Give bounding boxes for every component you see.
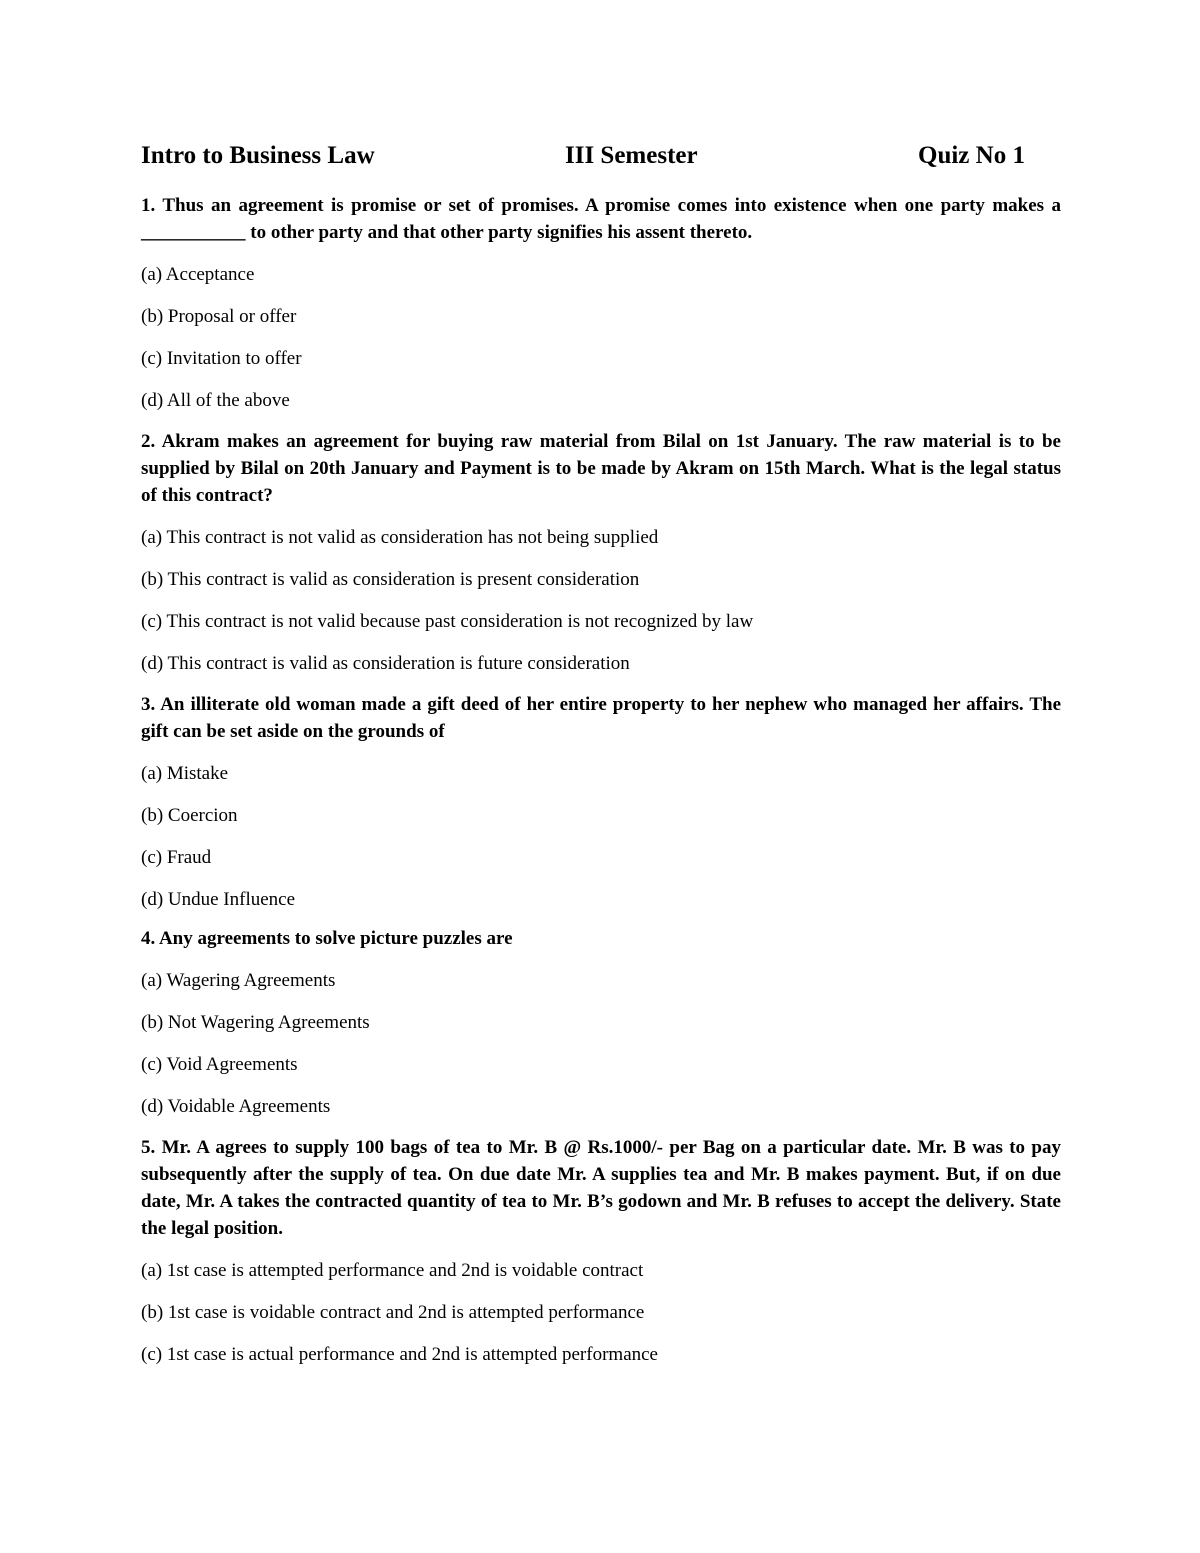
option-d: (d) This contract is valid as consideration is future consideration bbox=[141, 653, 630, 674]
question-2 bbox=[141, 428, 1061, 677]
option-b: (b) Coercion bbox=[141, 805, 238, 826]
option-d: (d) Undue Influence bbox=[141, 889, 296, 910]
question-text: 3. An illiterate old woman made a gift deed of her entire property to her nephew who managed her affairs. The gift can be set aside on the grounds of bbox=[141, 694, 1061, 742]
option-b: (b) Not Wagering Agreements bbox=[141, 1012, 370, 1033]
option-d: (d) Voidable Agreements bbox=[141, 1096, 331, 1117]
quiz-number: Quiz No 1 bbox=[918, 142, 1025, 169]
question-text: 1. Thus an agreement is promise or set of promises. A promise comes into existence when one party makes a ___________ to other party and that other party signifies his assent thereto. bbox=[141, 195, 1061, 243]
question-5 bbox=[141, 1134, 1061, 1368]
quiz-header bbox=[141, 140, 1061, 176]
option-c: (c) This contract is not valid because past consideration is not recognized by law bbox=[141, 611, 754, 632]
question-text: 4. Any agreements to solve picture puzzles are bbox=[141, 928, 513, 949]
option-a: (a) 1st case is attempted performance and 2nd is voidable contract bbox=[141, 1260, 644, 1281]
question-1 bbox=[141, 192, 1061, 414]
quiz-page bbox=[141, 140, 1061, 1368]
question-text: 2. Akram makes an agreement for buying raw material from Bilal on 1st January. The raw material is to be supplied by Bilal on 20th January and Payment is to be made by Akram on 15th March. What is the legal status of this contract? bbox=[141, 431, 1061, 506]
question-3 bbox=[141, 691, 1061, 913]
option-list bbox=[141, 524, 1061, 677]
option-a: (a) Mistake bbox=[141, 763, 229, 784]
option-a: (a) This contract is not valid as consideration has not being supplied bbox=[141, 527, 659, 548]
course-title: Intro to Business Law bbox=[141, 142, 375, 169]
option-a: (a) Acceptance bbox=[141, 264, 255, 285]
question-4 bbox=[141, 925, 1061, 1120]
option-list bbox=[141, 1257, 1061, 1368]
option-c: (c) Invitation to offer bbox=[141, 348, 302, 369]
option-a: (a) Wagering Agreements bbox=[141, 970, 336, 991]
option-b: (b) 1st case is voidable contract and 2nd is attempted performance bbox=[141, 1302, 645, 1323]
semester-label: III Semester bbox=[565, 142, 698, 169]
option-c: (c) 1st case is actual performance and 2nd is attempted performance bbox=[141, 1344, 658, 1365]
option-b: (b) This contract is valid as consideration is present consideration bbox=[141, 569, 640, 590]
option-d: (d) All of the above bbox=[141, 390, 290, 411]
option-c: (c) Void Agreements bbox=[141, 1054, 298, 1075]
question-text: 5. Mr. A agrees to supply 100 bags of tea to Mr. B @ Rs.1000/- per Bag on a particular date. Mr. B was to pay subsequently after the supply of tea. On due date Mr. A supplies tea and Mr. B makes payment. But, if on due date, Mr. A takes the contracted quantity of tea to Mr. B’s godown and Mr. B refuses to accept the delivery. State the legal position. bbox=[141, 1137, 1061, 1239]
option-list bbox=[141, 967, 1061, 1120]
option-list bbox=[141, 261, 1061, 414]
option-list bbox=[141, 760, 1061, 913]
option-c: (c) Fraud bbox=[141, 847, 212, 868]
option-b: (b) Proposal or offer bbox=[141, 306, 297, 327]
